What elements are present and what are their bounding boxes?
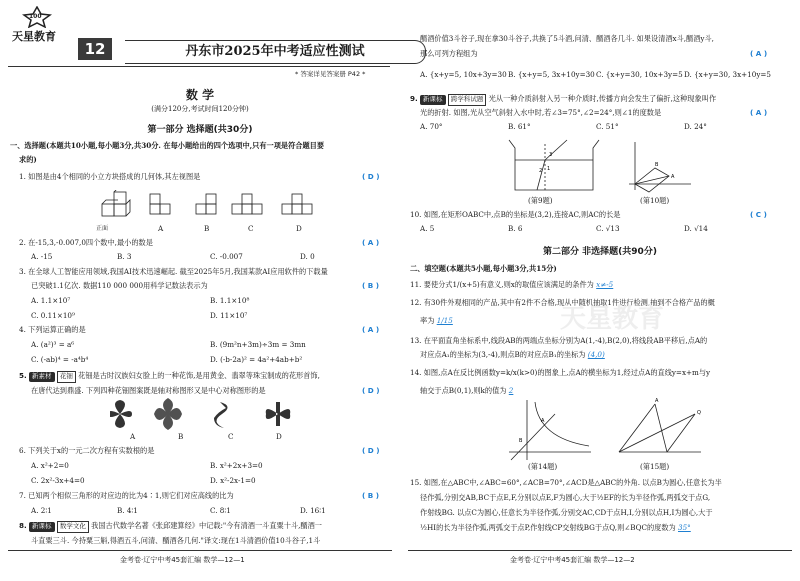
q6-stem: 6. 下列关于x的一元二次方程有实数根的是 [19,446,155,455]
q8-option-c: C. {x+y=30, 10x+3y=5 [596,70,683,79]
q6-option-b: B. x²+2x+3=0 [210,461,263,470]
q12-stem-cont: 率为 1/15 [420,316,453,325]
part2-intro: 二、填空题(本题共5小题,每小题3分,共15分) [410,264,557,273]
q1-stem: 1. 如图是由4个相同的小立方块搭成的几何体,其左视图是 [19,172,201,181]
footer-rule-right [408,550,792,551]
q9-text: 光从一种介质斜射入另一种介质时,传播方向会发生了偏折,这种现象叫作 [488,94,717,103]
q5-text: 花钿是古时汉族妇女脸上的一种花饰,是用黄金、翡翠等珠宝制成的花形首饰, [78,371,320,380]
q10-figure [625,138,695,196]
q2-answer: ( A ) [362,238,380,247]
header-rule [8,66,390,67]
q5-option-c: C [228,432,234,441]
exam-title: 丹东市2025年中考适应性测试 [125,40,426,64]
q5-option-a: A [130,432,136,441]
q9-option-d: D. 24° [684,122,707,131]
q13-stem: 13. 在平面直角坐标系中,线段AB的两端点坐标分别为A(1,-4),B(2,0),将线段AB平移后,点A的 [410,336,708,345]
q2-option-c: C. -0.007 [210,252,243,261]
q1-front-label: 正面 [96,225,109,232]
q2-stem: 2. 在-15,3,-0.007,0四个数中,最小的数是 [19,238,153,247]
q11-fill: x≠-5 [596,280,614,289]
q13-fill: (4,0) [587,350,605,359]
q15-caption: (第15题) [640,462,670,471]
part1-heading: 第一部分 选择题(共30分) [147,125,253,135]
q1-option-a: A [158,224,164,233]
svg-text:3: 3 [549,152,553,158]
q3-option-c: C. 0.11×10⁹ [31,311,75,320]
q15-fill: 35° [678,523,691,532]
q8-stem-cont: 斗直粟三斗. 今持粟三斛,得酒五斗,问清、醑酒各几何."译文:现在1斗清酒价值10斗谷子,1斗 [31,536,321,545]
q6-answer: ( D ) [362,446,380,455]
q15-figure [615,398,705,462]
q9-option-b: B. 61° [508,122,531,131]
q6-option-d: D. x²-2x-1=0 [210,476,256,485]
q9-option-a: A. 70° [420,122,443,131]
q5-option-d: D [276,432,282,441]
q10-option-b: B. 6 [508,224,523,233]
q4-stem: 4. 下列运算正确的是 [19,325,86,334]
q10-option-d: D. √14 [684,224,708,233]
q7-option-b: B. 4∶1 [117,506,138,515]
q4-option-a: A. (a²)³ = a⁶ [31,340,75,349]
q7-option-a: A. 2∶1 [31,506,52,515]
q14-stem-cont: 轴交于点B(0,1),则k的值为 2 [420,386,514,395]
q15-stem-cont2: 作射线BG. 以点C为圆心,任意长为半径作弧,分别交AC,CD于点H,I,分别以点H,I为圆心,大于 [420,508,713,517]
q3-answer: ( B ) [362,281,380,290]
q4-option-d: D. (-b-2a)² = 4a²+4ab+b² [210,355,303,364]
footer-right: 金考卷·辽宁中考45套汇编 数学—12—2 [510,556,635,564]
q9-option-c: C. 51° [596,122,619,131]
q5-tag: 新素材 [29,372,55,382]
q2-option-d: D. 0 [300,252,315,261]
part2-heading: 第二部分 非选择题(共90分) [543,247,657,257]
svg-text:2: 2 [539,168,543,174]
q8-stem-cont2: 醑酒价值3斗谷子,现在拿30斗谷子,共换了5斗酒,问清、醑酒各几斗. 如果设清酒x斗,醑酒y斗, [420,34,714,43]
part1-intro: 一、选择题(本题共10小题,每小题3分,共30分. 在每小题给出的四个选项中,只有一项是符合题目要 [10,141,325,150]
q8-tag: 新课标 [29,522,55,532]
q5-stem-cont: 在唐代达到鼎盛. 下列四种花钿图案既是轴对称图形又是中心对称图形的是 [31,386,266,395]
q7-answer: ( B ) [362,491,380,500]
footer-left: 金考卷·辽宁中考45套汇编 数学—12—1 [120,556,245,564]
q9-stem: 9. 新课标 跨学科试题 光从一种介质斜射入另一种介质时,传播方向会发生了偏折,这种现象叫作 [410,94,716,106]
q3-stem: 3. 在全球人工智能应用领域,我国AI技术迅速崛起. 截至2025年5月,我国某款AI应用软件的下载量 [19,267,328,276]
svg-text:1: 1 [547,166,551,172]
q7-stem: 7. 已知两个相似三角形的对应边的比为4∶1,则它们对应高线的比为 [19,491,234,500]
part1-intro-cont: 求的) [19,155,37,164]
q8-stem: 8. 新课标 数学文化 我国古代数学名著《张邱建算经》中记载:"今有清酒一斗直粟十斗,醑酒一 [19,521,322,533]
svg-text:A: A [541,418,545,424]
q8-option-d: D. {x+y=30, 3x+10y=5 [684,70,771,79]
q10-option-a: A. 5 [420,224,435,233]
q3-option-a: A. 1.1×10⁷ [31,296,71,305]
q15-stem: 15. 如图,在△ABC中,∠ABC=60°,∠ACB=70°,∠ACD是△ABC的外角. 以点B为圆心,任意长为半 [410,478,722,487]
watermark: 天星教育 [560,304,665,334]
q8-option-b: B. {x+y=5, 3x+10y=30 [508,70,595,79]
q9-figure [505,138,605,196]
q8-option-a: A. {x+y=5, 10x+3y=30 [420,70,507,79]
svg-text:A: A [671,174,675,180]
paper-number-badge: 12 [78,38,112,60]
q1-option-d: D [296,224,302,233]
svg-text:Q: Q [697,410,701,416]
subject-title: 数 学 [185,88,215,102]
q14-caption: (第14题) [528,462,558,471]
q2-option-b: B. 3 [117,252,132,261]
answer-reference: * 答案详见答案册 P42 * [295,70,366,78]
exam-info: (满分120分,考试时间120分钟) [151,105,249,113]
footer-rule-left [8,550,392,551]
q4-option-c: C. (-ab)⁴ = -a⁴b⁴ [31,355,89,364]
q15-stem-cont3: ½HI的长为半径作弧,两弧交于点P,作射线CP交射线BG于点Q,则∠BQC的度数为 35° [420,523,691,532]
q6-option-a: A. x²+2=0 [31,461,69,470]
q13-stem-cont: 对应点A₁的坐标为(3,-4),则点B的对应点B₁的坐标为 (4,0) [420,350,605,359]
q14-stem: 14. 如图,点A在反比例函数y=k/x(k>0)的图象上,点A的横坐标为1,经过点A的直线y=x+m与y [410,368,711,377]
brand-logo: 100 天星教育 [8,6,68,42]
q9-tag: 新课标 [420,95,446,105]
q8-tag2: 数学文化 [57,521,89,533]
svg-text:B: B [655,162,659,168]
q9-tag2: 跨学科试题 [448,94,487,106]
q7-option-d: D. 16∶1 [300,506,326,515]
q10-stem: 10. 如图,在矩形OABC中,点B的坐标是(3,2),连接AC,则AC的长是 [410,210,621,219]
q1-option-b: B [204,224,210,233]
q10-answer: ( C ) [750,210,767,219]
svg-text:B: B [519,438,523,444]
q8-stem-cont3: 那么可列方程组为 [420,49,478,58]
q10-caption: (第10题) [640,196,670,205]
q5-option-b: B [178,432,184,441]
q9-caption: (第9题) [528,196,553,205]
q3-stem-cont: 已突破1.1亿次. 数据110 000 000用科学记数法表示为 [31,281,208,290]
q7-option-c: C. 8∶1 [210,506,231,515]
q5-stem: 5. 新素材 花钿 花钿是古时汉族妇女脸上的一种花饰,是用黄金、翡翠等珠宝制成的花形首饰, [19,371,320,383]
q5-tag2: 花钿 [57,371,76,383]
q8-text: 我国古代数学名著《张邱建算经》中记载:"今有清酒一斗直粟十斗,醑酒一 [91,521,322,530]
q14-figure [505,398,595,462]
q1-answer: ( D ) [362,172,380,181]
q4-option-b: B. (9m²n+3m)÷3m = 3mn [210,340,306,349]
q11-stem: 11. 要使分式1/(x+5)有意义,则x的取值应该满足的条件为 x≠-5 [410,280,614,289]
q12-stem: 12. 有30件外观相同的产品,其中有2件不合格,现从中随机抽取1件进行检测,抽到不合格产品的概 [410,298,715,307]
q3-option-d: D. 11×10⁷ [210,311,248,320]
q1-option-c: C [248,224,254,233]
q10-option-c: C. √13 [596,224,620,233]
q8-answer: ( A ) [750,49,768,58]
q6-option-c: C. 2x²-3x+4=0 [31,476,85,485]
q5-figures [110,398,310,430]
q5-answer: ( D ) [362,386,380,395]
q3-option-b: B. 1.1×10⁸ [210,296,250,305]
q9-answer: ( A ) [750,108,768,117]
q12-fill: 1/15 [436,316,453,325]
q15-stem-cont: 径作弧,分别交AB,BC于点E,F,分别以点E,F为圆心,大于½EF的长为半径作弧,两弧交于点G, [420,493,711,502]
q14-fill: 2 [508,386,514,395]
q9-stem-cont: 光的折射. 如图,光从空气斜射入水中时,若∠3=75°,∠2=24°,则∠1的度数是 [420,108,662,117]
q2-option-a: A. -15 [31,252,53,261]
svg-text:A: A [655,398,659,404]
q4-answer: ( A ) [362,325,380,334]
